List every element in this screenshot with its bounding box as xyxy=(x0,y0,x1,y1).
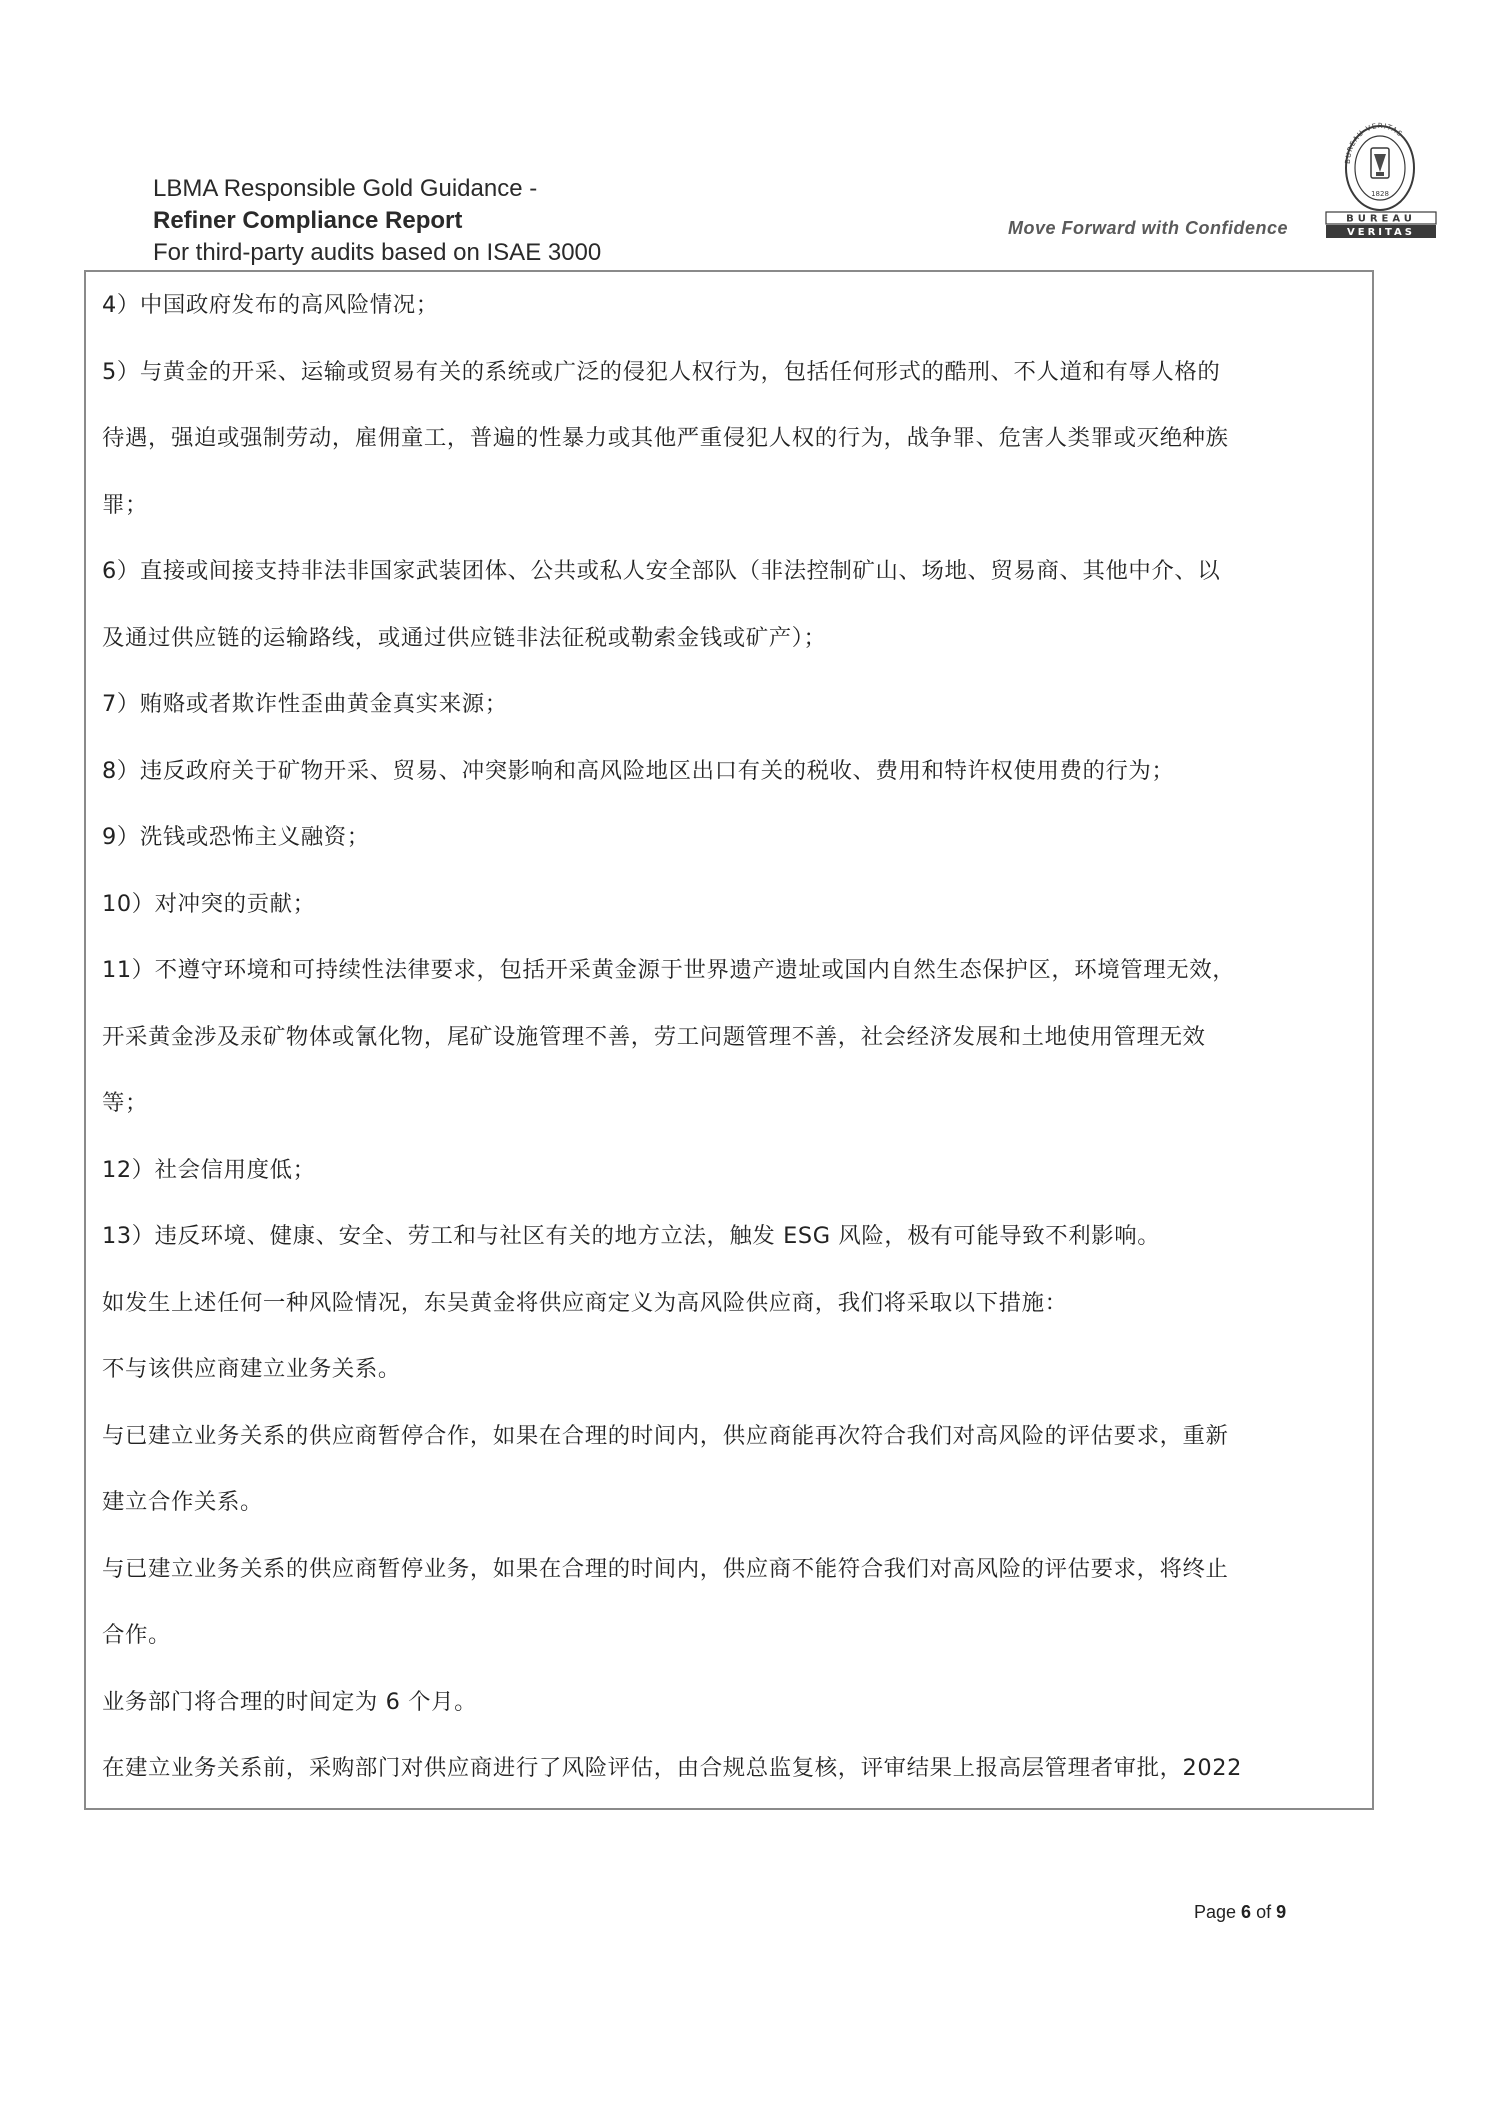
logo-bureau-text: BUREAU xyxy=(1346,213,1416,225)
body-line: 等； xyxy=(102,1090,148,1116)
company-tagline: Move Forward with Confidence xyxy=(1008,218,1289,238)
body-line: 5）与黄金的开采、运输或贸易有关的系统或广泛的侵犯人权行为，包括任何形式的酷刑、不人道和有辱人格的 xyxy=(102,358,1221,385)
body-line: 9）洗钱或恐怖主义融资； xyxy=(102,824,370,850)
body-line: 及通过供应链的运输路线，或通过供应链非法征税或勒索金钱或矿产）； xyxy=(102,624,827,651)
report-header xyxy=(153,173,853,269)
page-number xyxy=(1194,1902,1286,1923)
body-line: 开采黄金涉及汞矿物体或氰化物，尾矿设施管理不善，劳工问题管理不善，社会经济发展和土地使用管理无效 xyxy=(102,1023,1206,1050)
body-line: 13）违反环境、健康、安全、劳工和与社区有关的地方立法，触发 ESG 风险，极有可能导致不利影响。 xyxy=(102,1223,1161,1249)
logo-seal-emblem xyxy=(1371,148,1389,178)
body-line: 6）直接或间接支持非法非国家武装团体、公共或私人安全部队（非法控制矿山、场地、贸易商、其他中介、以 xyxy=(102,558,1221,584)
page-of: of xyxy=(1251,1902,1277,1922)
body-line: 在建立业务关系前，采购部门对供应商进行了风险评估，由合规总监复核，评审结果上报高层管理者审批，2022 xyxy=(102,1755,1242,1781)
body-line: 待遇，强迫或强制劳动，雇佣童工，普遍的性暴力或其他严重侵犯人权的行为，战争罪、危害人类罪或灭绝种族 xyxy=(102,425,1229,451)
bureau-veritas-logo xyxy=(1322,112,1442,240)
page-total: 9 xyxy=(1276,1902,1287,1922)
body-line: 与已建立业务关系的供应商暂停合作，如果在合理的时间内，供应商能再次符合我们对高风险的评估要求，重新 xyxy=(102,1422,1229,1449)
header-guidance-title: LBMA Responsible Gold Guidance - xyxy=(153,175,538,202)
body-line: 8）违反政府关于矿物开采、贸易、冲突影响和高风险地区出口有关的税收、费用和特许权使用费的行为； xyxy=(102,757,1175,784)
page-current: 6 xyxy=(1241,1902,1252,1922)
page-prefix: Page xyxy=(1194,1902,1242,1922)
header-report-title: Refiner Compliance Report xyxy=(153,207,463,234)
logo-seal-ring-text: BUREAU VERITAS xyxy=(1343,121,1405,165)
body-line: 建立合作关系。 xyxy=(102,1489,263,1515)
body-line: 业务部门将合理的时间定为 6 个月。 xyxy=(102,1688,478,1715)
body-line: 罪； xyxy=(102,491,148,518)
logo-seal-year: 1828 xyxy=(1371,190,1389,198)
body-line: 4）中国政府发布的高风险情况； xyxy=(102,292,439,318)
body-line: 合作。 xyxy=(102,1622,171,1648)
body-line: 11）不遵守环境和可持续性法律要求，包括开采黄金源于世界遗产遗址或国内自然生态保护区，环境管理无效， xyxy=(102,957,1236,983)
body-line: 与已建立业务关系的供应商暂停业务，如果在合理的时间内，供应商不能符合我们对高风险的评估要求，将终止 xyxy=(102,1555,1229,1582)
body-line: 12）社会信用度低； xyxy=(102,1156,316,1183)
content-frame xyxy=(84,270,1374,1810)
header-audit-basis: For third-party audits based on ISAE 3000 xyxy=(153,239,602,266)
content-body xyxy=(102,272,1358,1802)
body-line: 10）对冲突的贡献； xyxy=(102,890,316,917)
body-line: 不与该供应商建立业务关系。 xyxy=(102,1356,401,1382)
logo-veritas-text: VERITAS xyxy=(1347,227,1415,238)
body-line: 7）贿赂或者欺诈性歪曲黄金真实来源； xyxy=(102,691,508,717)
body-line: 如发生上述任何一种风险情况，东吴黄金将供应商定义为高风险供应商，我们将采取以下措施： xyxy=(102,1289,1068,1316)
